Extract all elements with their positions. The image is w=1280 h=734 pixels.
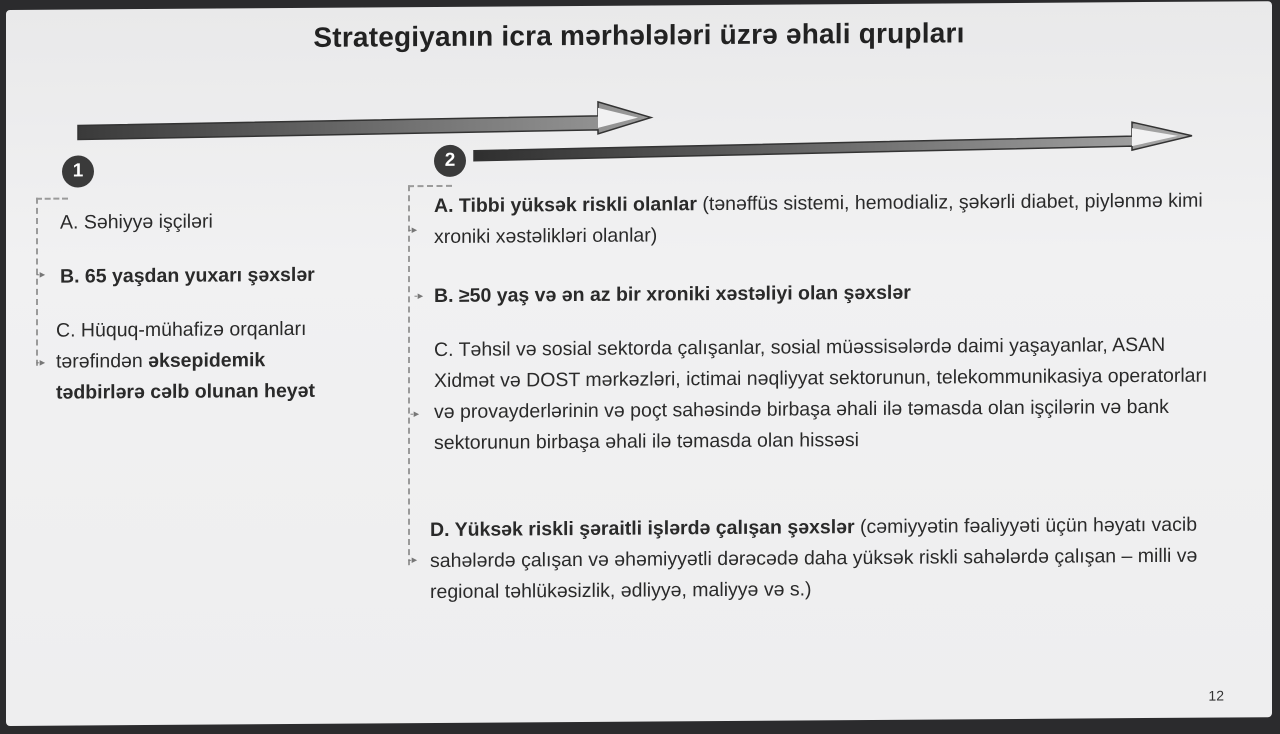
presentation-slide <box>6 1 1272 726</box>
bracket-arrow-icon: ‑▸ <box>408 224 418 237</box>
item-text: (cəmiyyətin fəaliyyəti üçün həyatı vacib sahələrdə çalışan və əhəmiyyətli dərəcədə daha yüksək riskli sahələrdə çalışan – milli və regional təhlükəsizlik, ədliyyə, maliyyə və s.) <box>430 513 1198 604</box>
item-text: (tənəffüs sistemi, hemodializ, şəkərli diabet, piylənmə kimi xroniki xəstəlikləri olanlar) <box>434 189 1203 249</box>
item-bold-text: D. Yüksək riskli şəraitli işlərdə çalışan şəxslər <box>430 516 855 542</box>
bracket-arrow-icon: ‑▸ <box>408 554 418 567</box>
stage1-arrow <box>78 101 651 139</box>
bracket-arrow-icon: ‑▸ <box>36 268 46 281</box>
stage2-item-d <box>430 510 1210 608</box>
bracket-arrow-icon: ‑▸ <box>414 290 424 303</box>
stage2-badge: 2 <box>434 145 466 177</box>
timeline-arrows <box>6 1 1272 210</box>
item-bold-text: A. Tibbi yüksək riskli olanlar <box>434 193 697 218</box>
stage1-item-b <box>60 259 390 292</box>
stage1-badge: 1 <box>62 155 94 187</box>
item-bold-text: B. 65 yaşdan yuxarı şəxslər <box>60 263 315 288</box>
stage2-item-b <box>434 276 1214 312</box>
item-text: C. Təhsil və sosial sektorda çalışanlar, sosial müəssisələrdə daimi yaşayanlar, ASAN Xidmət və DOST mərkəzləri, ictimai nəqliyyat sektorunun, telekommunikasiya operatorları və provayderlərinin və poçt sahəsində birbaşa əhali ilə təmasda olan işçilərin və bank sektorunun birbaşa əhali ilə təmasda olan hissəsi <box>434 333 1208 455</box>
stage2-item-a <box>434 186 1214 253</box>
stage2-item-c <box>434 329 1224 459</box>
slide-title: Strategiyanın icra mərhələləri üzrə əhali qrupları <box>313 17 965 53</box>
item-text: C. Hüquq-mühafizə orqanları tərəfindən <box>56 317 307 373</box>
bracket-arrow-icon: ‑▸ <box>36 356 46 369</box>
item-bold-text: əksepidemik tədbirlərə cəlb olunan heyət <box>56 349 315 404</box>
item-text: A. Səhiyyə işçiləri <box>60 210 213 234</box>
bracket-arrow-icon: ‑▸ <box>410 408 420 421</box>
stage1-item-a <box>60 205 390 238</box>
item-bold-text: B. ≥50 yaş və ən az bir xroniki xəstəliyi olan şəxslər <box>434 281 911 308</box>
stage1-item-c <box>56 314 356 409</box>
page-number: 12 <box>1208 687 1224 704</box>
